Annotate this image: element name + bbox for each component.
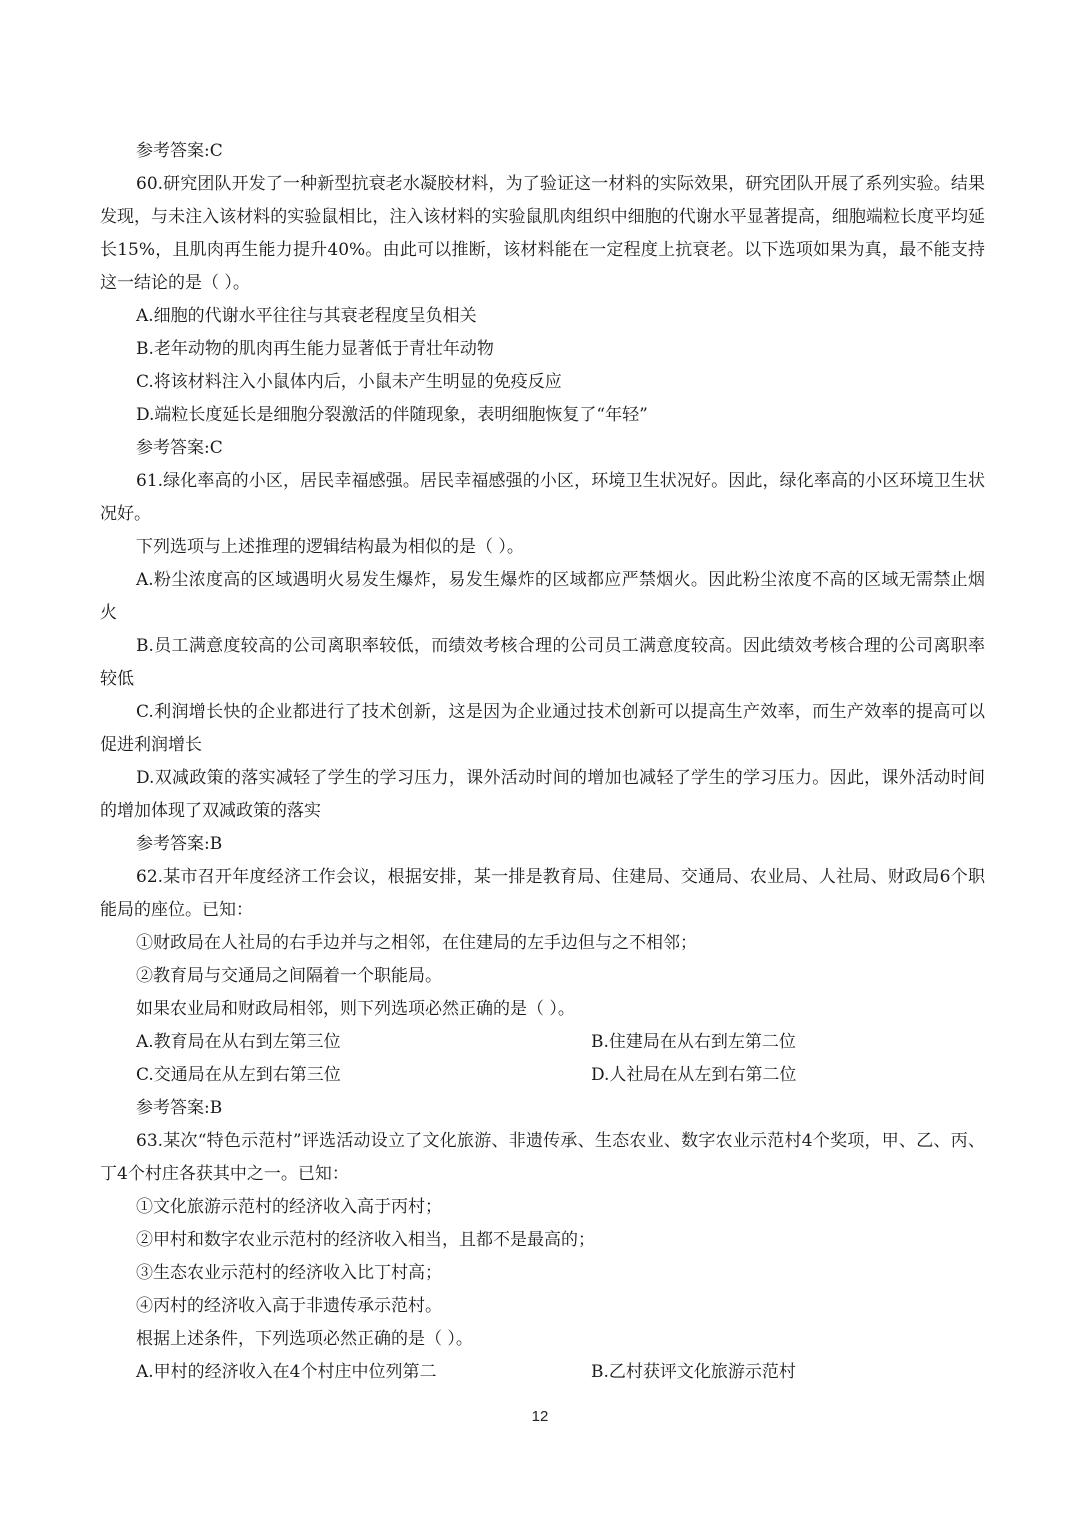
paragraph	[100, 630, 985, 696]
text-line: 下列选项与上述推理的逻辑结构最为相似的是（ ）。	[136, 537, 524, 557]
paragraph	[100, 564, 985, 630]
paragraph-line: 较低	[100, 669, 134, 689]
option-row	[100, 1059, 985, 1092]
text-line: ①财政局在人社局的右手边并与之相邻，在住建局的左手边但与之不相邻；	[136, 933, 697, 953]
paragraph-line: 促进利润增长	[100, 735, 202, 755]
paragraph-line: 况好。	[100, 504, 151, 524]
paragraph	[100, 861, 985, 927]
document-body	[100, 135, 985, 1389]
text-line: C.将该材料注入小鼠体内后，小鼠未产生明显的免疫反应	[136, 372, 562, 392]
option-right: D.人社局在从左到右第二位	[591, 1065, 797, 1085]
option-left: A.教育局在从右到左第三位	[136, 1032, 341, 1052]
answer-line: 参考答案:C	[136, 438, 223, 458]
option-right: B.住建局在从右到左第二位	[591, 1032, 796, 1052]
option-left: C.交通局在从左到右第三位	[136, 1065, 341, 1085]
paragraph	[100, 762, 985, 828]
text-line: ②教育局与交通局之间隔着一个职能局。	[136, 966, 442, 986]
answer-line: 参考答案:B	[136, 834, 223, 854]
paragraph-line: D.双减政策的落实减轻了学生的学习压力，课外活动时间的增加也减轻了学生的学习压力。因此，课外活动时间	[136, 768, 985, 788]
paragraph	[100, 465, 985, 531]
paragraph-line: 的增加体现了双减政策的落实	[100, 801, 321, 821]
paragraph-line: 火	[100, 603, 117, 623]
paragraph-line: B.员工满意度较高的公司离职率较低，而绩效考核合理的公司员工满意度较高。因此绩效考核合理的公司离职率	[136, 636, 985, 656]
answer-line: 参考答案:B	[136, 1098, 223, 1118]
text-line: A.细胞的代谢水平往往与其衰老程度呈负相关	[136, 306, 477, 326]
paragraph-line: 63.某次“特色示范村”评选活动设立了文化旅游、非遗传承、生态农业、数字农业示范村4个奖项，甲、乙、丙、	[136, 1131, 985, 1151]
option-row	[100, 1026, 985, 1059]
text-line: ③生态农业示范村的经济收入比丁村高；	[136, 1263, 442, 1283]
option-row	[100, 1356, 985, 1389]
paragraph-line: 丁4个村庄各获其中之一。已知：	[100, 1164, 349, 1184]
paragraph-line: 长15%，且肌肉再生能力提升40%。由此可以推断，该材料能在一定程度上抗衰老。以下选项如果为真，最不能支持	[100, 240, 985, 260]
page-number: 12	[531, 1408, 549, 1425]
paragraph-line: 能局的座位。已知：	[100, 900, 253, 920]
paragraph	[100, 168, 985, 300]
paragraph-line: 60.研究团队开发了一种新型抗衰老水凝胶材料，为了验证这一材料的实际效果，研究团队开展了系列实验。结果	[136, 174, 985, 194]
paragraph-line: 发现，与未注入该材料的实验鼠相比，注入该材料的实验鼠肌肉组织中细胞的代谢水平显著提高，细胞端粒长度平均延	[100, 207, 985, 227]
text-line: ④丙村的经济收入高于非遗传承示范村。	[136, 1296, 442, 1316]
paragraph-line: C.利润增长快的企业都进行了技术创新，这是因为企业通过技术创新可以提高生产效率，而生产效率的提高可以	[136, 702, 985, 722]
text-line: 根据上述条件，下列选项必然正确的是（ ）。	[136, 1329, 473, 1349]
text-line: D.端粒长度延长是细胞分裂激活的伴随现象，表明细胞恢复了“年轻”	[136, 405, 648, 425]
paragraph-line: 这一结论的是（ ）。	[100, 273, 250, 293]
paragraph-line: 61.绿化率高的小区，居民幸福感强。居民幸福感强的小区，环境卫生状况好。因此，绿化率高的小区环境卫生状	[136, 471, 985, 491]
paragraph	[100, 1125, 985, 1191]
text-line: B.老年动物的肌肉再生能力显著低于青壮年动物	[136, 339, 494, 359]
paragraph-line: A.粉尘浓度高的区域遇明火易发生爆炸，易发生爆炸的区域都应严禁烟火。因此粉尘浓度不高的区域无需禁止烟	[136, 570, 985, 590]
text-line: 如果农业局和财政局相邻，则下列选项必然正确的是（ ）。	[136, 999, 575, 1019]
option-left: A.甲村的经济收入在4个村庄中位列第二	[136, 1362, 437, 1382]
text-line: ①文化旅游示范村的经济收入高于丙村；	[136, 1197, 442, 1217]
paragraph	[100, 696, 985, 762]
paragraph-line: 62.某市召开年度经济工作会议，根据安排，某一排是教育局、住建局、交通局、农业局、人社局、财政局6个职	[136, 867, 985, 887]
answer-line: 参考答案:C	[136, 141, 223, 161]
text-line: ②甲村和数字农业示范村的经济收入相当，且都不是最高的；	[136, 1230, 595, 1250]
option-right: B.乙村获评文化旅游示范村	[591, 1362, 796, 1382]
